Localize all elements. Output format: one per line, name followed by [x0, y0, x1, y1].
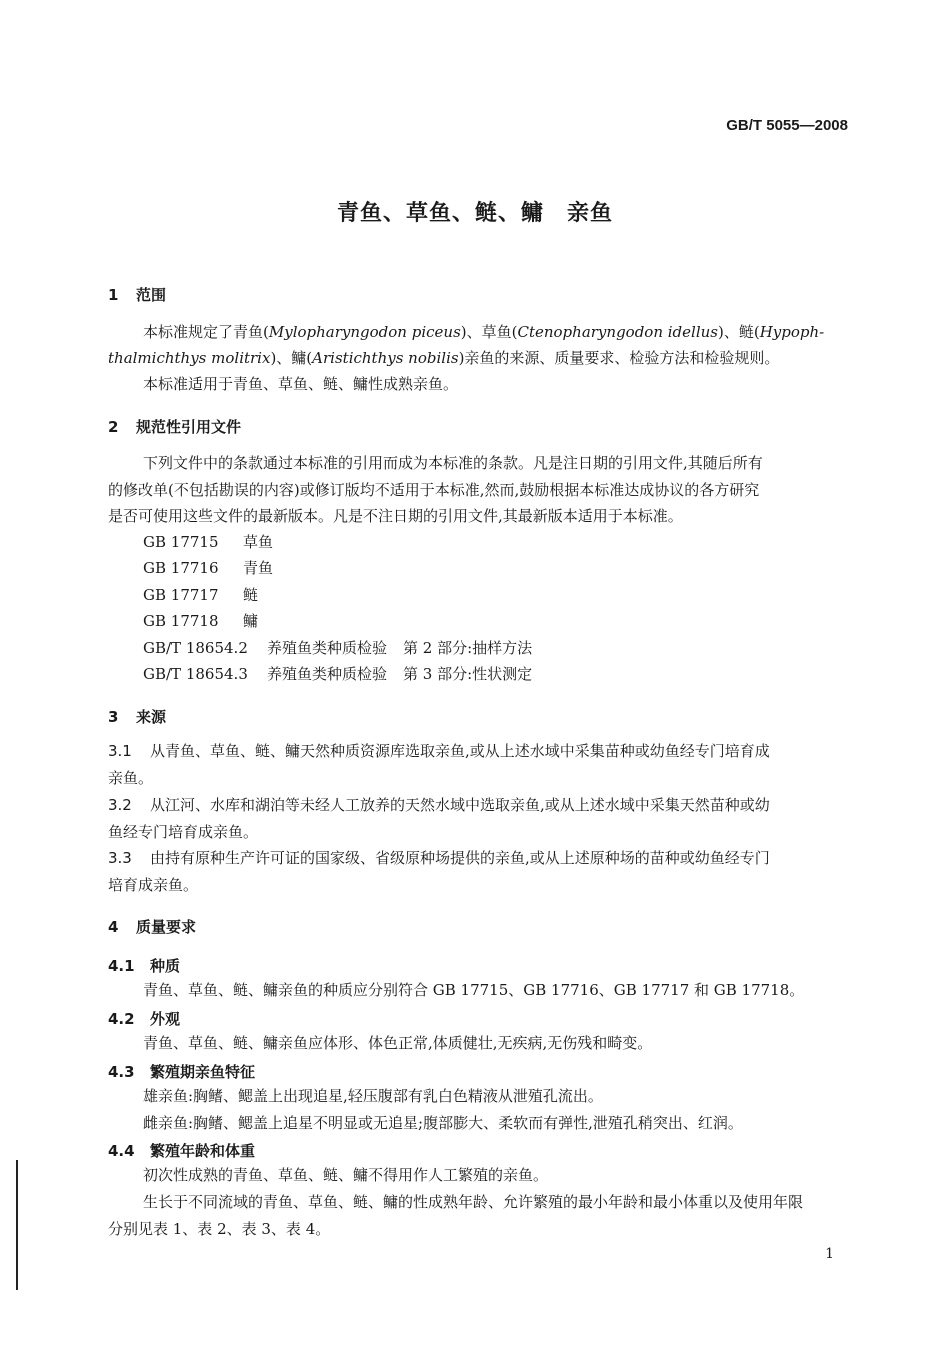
clause-text: 由持有原种生产许可证的国家级、省级原种场提供的亲鱼,或从上述原种场的苗种或幼鱼经专门	[150, 849, 770, 867]
scope-paragraph-line-1	[143, 322, 824, 342]
reference-code: GB 17716	[143, 559, 219, 577]
section-title: 规范性引用文件	[136, 418, 242, 436]
species-name: Ctenopharyngodon idellus	[517, 323, 718, 341]
clause-number: 4.1	[108, 957, 135, 975]
reference-code: GB/T 18654.2	[143, 639, 248, 657]
section-4-heading	[108, 916, 196, 937]
reference-title: 鳙	[243, 612, 259, 630]
clause-4-4-heading	[108, 1140, 255, 1161]
clause-title: 繁殖期亲鱼特征	[150, 1063, 256, 1081]
clause-4-2-heading	[108, 1008, 180, 1029]
section-number: 4	[108, 918, 119, 936]
reference-title: 养殖鱼类种质检验	[267, 665, 388, 683]
section-number: 3	[108, 708, 119, 726]
reference-item	[143, 611, 258, 631]
text: )、鳙(	[270, 349, 313, 367]
section-number: 2	[108, 418, 119, 436]
text: 本标准规定了青鱼(	[143, 323, 269, 341]
scan-edge-mark	[16, 1160, 18, 1290]
clause-title: 种质	[150, 957, 181, 975]
text: )、鲢(	[718, 323, 760, 341]
refs-intro-line-2: 的修改单(不包括勘误的内容)或修订版均不适用于本标准,然而,鼓励根据本标准达成协议的各方研究	[108, 481, 760, 499]
male-broodstock-features: 雄亲鱼:胸鳍、鳃盖上出现追星,轻压腹部有乳白色精液从泄殖孔流出。	[143, 1087, 603, 1105]
species-name: thalmichthys molitrix	[108, 349, 271, 367]
clause-4-4-paragraph-2-line-1: 生长于不同流域的青鱼、草鱼、鲢、鳙的性成熟年龄、允许繁殖的最小年龄和最小体重以及使用年限	[143, 1193, 804, 1211]
reference-item	[143, 638, 532, 658]
clause-3-1-line-2: 亲鱼。	[108, 769, 154, 787]
clause-number: 3.1	[108, 742, 132, 760]
section-title: 范围	[136, 286, 167, 304]
clause-4-4-paragraph-1: 初次性成熟的青鱼、草鱼、鲢、鳙不得用作人工繁殖的亲鱼。	[143, 1166, 549, 1184]
clause-title: 外观	[150, 1010, 181, 1028]
section-title: 来源	[136, 708, 167, 726]
refs-intro-line-3: 是否可使用这些文件的最新版本。凡是不注日期的引用文件,其最新版本适用于本标准。	[108, 507, 683, 525]
page-number: 1	[825, 1246, 834, 1262]
clause-number: 4.3	[108, 1063, 135, 1081]
reference-code: GB 17717	[143, 586, 219, 604]
reference-item	[143, 532, 273, 552]
clause-3-3-line-2: 培育成亲鱼。	[108, 876, 199, 894]
reference-code: GB 17718	[143, 612, 219, 630]
scope-paragraph-line-2	[108, 348, 779, 368]
clause-3-1-line-1	[108, 741, 770, 761]
clause-title: 繁殖年龄和体重	[150, 1142, 256, 1160]
clause-number: 4.4	[108, 1142, 135, 1160]
text: )、草鱼(	[460, 323, 518, 341]
page-title: 青鱼、草鱼、鲢、鳙 亲鱼	[336, 201, 613, 226]
section-number: 1	[108, 286, 119, 304]
section-title: 质量要求	[136, 918, 197, 936]
section-1-heading	[108, 284, 166, 305]
clause-number: 3.3	[108, 849, 132, 867]
species-name: Hypoph-	[759, 323, 825, 341]
reference-item	[143, 664, 532, 684]
clause-3-3-line-1	[108, 848, 770, 868]
reference-code: GB 17715	[143, 533, 219, 551]
section-3-heading	[108, 706, 166, 727]
clause-4-3-heading	[108, 1061, 255, 1082]
reference-title: 鲢	[243, 586, 259, 604]
refs-intro-line-1: 下列文件中的条款通过本标准的引用而成为本标准的条款。凡是注日期的引用文件,其随后所有	[143, 454, 763, 472]
species-name: Aristichthys nobilis	[312, 349, 459, 367]
reference-part: 第 3 部分:性状测定	[403, 665, 533, 683]
species-name: Mylopharyngodon piceus	[268, 323, 461, 341]
reference-title: 青鱼	[243, 559, 274, 577]
reference-item	[143, 558, 273, 578]
clause-3-2-line-1	[108, 795, 770, 815]
standard-number: GB/T 5055—2008	[726, 117, 848, 134]
female-broodstock-features: 雌亲鱼:胸鳍、鳃盖上追星不明显或无追星;腹部膨大、柔软而有弹性,泄殖孔稍突出、红润。	[143, 1114, 743, 1132]
clause-number: 3.2	[108, 796, 132, 814]
clause-number: 4.2	[108, 1010, 135, 1028]
clause-4-4-paragraph-2-line-2: 分别见表 1、表 2、表 3、表 4。	[108, 1220, 331, 1238]
clause-4-1-text: 青鱼、草鱼、鲢、鳙亲鱼的种质应分别符合 GB 17715、GB 17716、GB 17717 和 GB 17718。	[143, 981, 805, 999]
text: )亲鱼的来源、质量要求、检验方法和检验规则。	[458, 349, 780, 367]
reference-part: 第 2 部分:抽样方法	[403, 639, 533, 657]
reference-title: 草鱼	[243, 533, 274, 551]
clause-text: 从青鱼、草鱼、鲢、鳙天然种质资源库选取亲鱼,或从上述水域中采集苗种或幼鱼经专门培育成	[150, 742, 770, 760]
reference-code: GB/T 18654.3	[143, 665, 248, 683]
section-2-heading	[108, 416, 241, 437]
scope-paragraph-2: 本标准适用于青鱼、草鱼、鲢、鳙性成熟亲鱼。	[143, 375, 459, 393]
clause-4-1-heading	[108, 955, 180, 976]
clause-text: 从江河、水库和湖泊等未经人工放养的天然水域中选取亲鱼,或从上述水域中采集天然苗种或幼	[150, 796, 770, 814]
reference-title: 养殖鱼类种质检验	[267, 639, 388, 657]
reference-item	[143, 585, 258, 605]
clause-3-2-line-2: 鱼经专门培育成亲鱼。	[108, 823, 259, 841]
clause-4-2-text: 青鱼、草鱼、鲢、鳙亲鱼应体形、体色正常,体质健壮,无疾病,无伤残和畸变。	[143, 1034, 653, 1052]
